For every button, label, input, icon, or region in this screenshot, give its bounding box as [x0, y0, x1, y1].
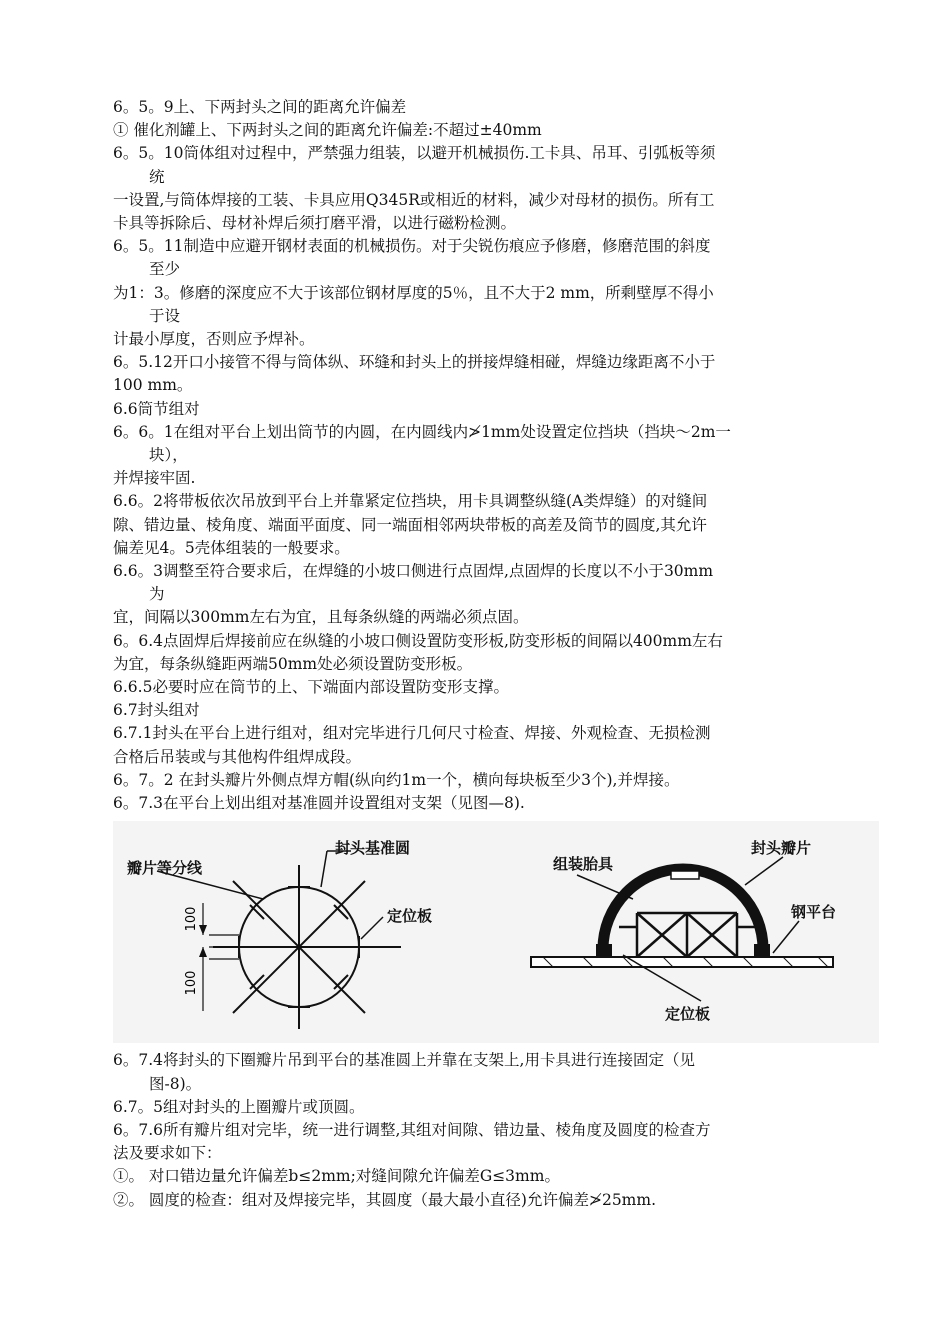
paragraph-line: 6.7.1封头在平台上进行组对，组对完毕进行几何尺寸检查、焊接、外观检查、无损检测	[113, 724, 711, 743]
label-head-petal: 封头瓣片	[751, 839, 812, 858]
paragraph-line: ①。 对口错边量允许偏差b≤2mm;对缝间隙允许偏差G≤3mm。	[113, 1167, 560, 1186]
tick-nw	[250, 905, 264, 919]
paragraph-line: 隙、错边量、棱角度、端面平面度、同一端面相邻两块带板的高差及筒节的圆度,其允许	[113, 515, 707, 534]
paragraph-line: 6.7。5组对封头的上圈瓣片或顶圆。	[113, 1097, 365, 1116]
paragraph-line: 计最小厚度，否则应予焊补。	[113, 330, 315, 349]
paragraph-line: 6。5。10筒体组对过程中，严禁强力组装，以避开机械损伤.工卡具、吊耳、引弧板等须	[113, 144, 716, 163]
document-page	[113, 96, 865, 1212]
paragraph-line: 6。7.6所有瓣片组对完毕，统一进行调整,其组对间隙、错边量、棱角度及圆度的检查方	[113, 1120, 711, 1139]
paragraph-line: 6。6。1在组对平台上划出筒节的内圆，在内圆线内≯1mm处设置定位挡块（挡块～2m一	[113, 422, 731, 441]
head-petal-arc	[603, 869, 763, 949]
label-steel-platform: 钢平台	[791, 903, 837, 922]
paragraph-line: 6。5。11制造中应避开钢材表面的机械损伤。对于尖锐伤痕应予修磨，修磨范围的斜度	[113, 237, 711, 256]
paragraph-line: 为宜，每条纵缝距两端50mm处必须设置防变形板。	[113, 654, 473, 673]
paragraph-line: 6.7封头组对	[113, 701, 200, 720]
dim-100-bottom: 100	[184, 970, 199, 996]
paragraph-line: 并焊接牢固.	[113, 469, 196, 488]
head-assembly-diagram	[531, 857, 833, 1001]
paragraph-line: 偏差见4。5壳体组装的一般要求。	[113, 538, 350, 557]
dim-100-top: 100	[184, 906, 199, 932]
text-block-top	[113, 96, 865, 815]
figure-8-drawing	[113, 821, 879, 1043]
paragraph-line: 6.6。3调整至符合要求后，在焊缝的小坡口侧进行点固焊,点固焊的长度以不小于30mm	[113, 562, 714, 581]
paragraph-line: 合格后吊装或与其他构件组焊成段。	[113, 747, 362, 766]
label-assembly-jig: 组装胎具	[553, 855, 614, 874]
tick-sw	[250, 975, 264, 989]
paragraph-line: 统	[149, 167, 165, 186]
paragraph-line: 6。5.12开口小接管不得与筒体纵、环缝和封头上的拼接焊缝相碰，焊缝边缘距离不小于	[113, 353, 716, 372]
paragraph-line: 6。5。9上、下两封头之间的距离允许偏差	[113, 98, 407, 116]
paragraph-line: 6。7.4将封头的下圈瓣片吊到平台的基准圆上并靠在支架上,用卡具进行连接固定（见	[113, 1051, 695, 1070]
tick-ne	[334, 905, 348, 919]
assembly-jig	[619, 913, 755, 957]
paragraph-line: 法及要求如下：	[113, 1144, 222, 1163]
paragraph-line: 6.6筒节组对	[113, 399, 200, 418]
tick-se	[334, 975, 348, 989]
paragraph-line: 为	[149, 585, 165, 604]
paragraph-line: 至少	[149, 260, 181, 279]
label-locating-plate-left: 定位板	[387, 907, 433, 926]
paragraph-line: 宜，间隔以300mm左右为宜，且每条纵缝的两端必须点固。	[113, 608, 529, 627]
paragraph-line: 6。7.3在平台上划出组对基准圆并设置组对支架（见图—8).	[113, 794, 525, 813]
paragraph-line: 图-8)。	[149, 1074, 202, 1093]
label-locating-plate-right: 定位板	[665, 1005, 711, 1024]
paragraph-line: 于设	[149, 306, 181, 325]
paragraph-line: ① 催化剂罐上、下两封头之间的距离允许偏差:不超过±40mm	[113, 121, 542, 140]
paragraph-line: 块），	[149, 446, 188, 465]
text-block-bottom	[113, 1049, 865, 1211]
paragraph-line: 6.6.5必要时应在筒节的上、下端面内部设置防变形支撑。	[113, 678, 509, 697]
paragraph-line: 100 mm。	[113, 376, 193, 395]
paragraph-line: 6。7。2 在封头瓣片外侧点焊方帽(纵向约1m一个，横向每块板至少3个),并焊接。	[113, 770, 680, 789]
label-divider-line: 瓣片等分线	[127, 859, 203, 878]
paragraph-line: ②。 圆度的检查：组对及焊接完毕，其圆度（最大最小直径)允许偏差≯25mm.	[113, 1190, 657, 1209]
paragraph-line: 6。6.4点固焊后焊接前应在纵缝的小坡口侧设置防变形板,防变形板的间隔以400mm左右	[113, 631, 723, 650]
paragraph-line: 卡具等拆除后、母材补焊后须打磨平滑，以进行磁粉检测。	[113, 214, 517, 233]
figure-8	[113, 821, 879, 1043]
paragraph-line: 一设置,与筒体焊接的工装、卡具应用Q345R或相近的材料，减少对母材的损伤。所有工	[113, 190, 715, 209]
datum-circle-diagram	[157, 851, 401, 1029]
label-datum-circle: 封头基准圆	[335, 839, 411, 858]
paragraph-line: 为1：3。修磨的深度应不大于该部位钢材厚度的5％，且不大于2 mm，所剩壁厚不得小	[113, 283, 714, 302]
paragraph-line: 6.6。2将带板依次吊放到平台上并靠紧定位挡块，用卡具调整纵缝(A类焊缝）的对缝间	[113, 492, 708, 511]
